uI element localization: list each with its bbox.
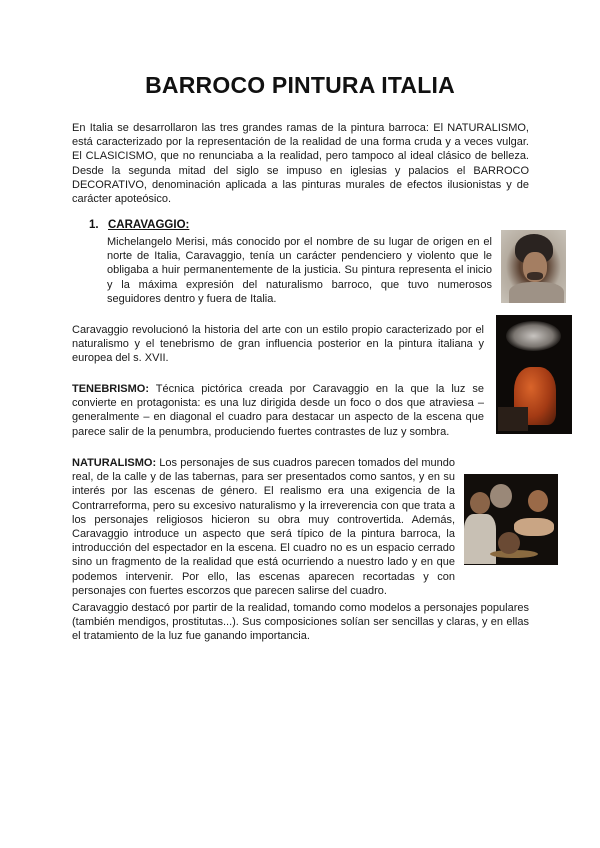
naturalismo-text: Los personajes de sus cuadros parecen tomados del mundo real, de la calle y de las tabernas, para ser presentados como santos, y en su interés por las escenas de género. El realismo era una exigencia de la Contrarreforma, pero su excesivo naturalismo y la irreverencia con que trata a los personajes religiosos hicieron su obra muy controvertida. Además, Caravaggio introduce un aspecto que será típico de la pintura barroca, la introducción del espectador en la escena. El cuadro no es un espacio cerrado sino un fragmento de la realidad que está ocurriendo a nuestro lado y en que podemos intervenir. Por ello, las escenas aparecen recortadas y con personajes con fuertes escorzos que parecen salirse del cuadro. [72,457,455,597]
list-number: 1. [89,219,99,231]
naturalismo-term: NATURALISMO: [72,457,157,469]
salome-painting-image [464,474,558,565]
caravaggio-portrait-image [501,230,566,303]
section-heading-label: CARAVAGGIO: [108,219,190,231]
intro-paragraph: En Italia se desarrollaron las tres grandes ramas de la pintura barroca: El NATURALISMO, está caracterizado por la representación de la realidad de una forma cruda y a veces vulgar. El CLASICISMO, que no renunciaba a la realidad, pero tampoco al ideal clásico de belleza. Desde la segunda mitad del siglo se impuso en iglesias y palacios el BARROCO DECORATIVO, denominación aplicada a las pinturas murales de efectos ilusionistas y de carácter apoteósico. [72,122,529,206]
caravaggio-bio-paragraph: Michelangelo Merisi, más conocido por el nombre de su lugar de origen en el norte de Italia, Caravaggio, tenía un carácter pendenciero y violento que le obligaba a huir permanentemente de la justicia. Su pintura representa el inicio y la máxima expresión del naturalismo barroco, que tuvo numerosos seguidores dentro y fuera de Italia. [107,236,492,305]
naturalismo-paragraph [72,456,455,598]
tenebrismo-term: TENEBRISMO: [72,383,149,395]
section-heading-caravaggio [89,219,189,231]
tenebrismo-paragraph [72,382,484,439]
tenebrismo-text: Técnica pictórica creada por Caravaggio en la que la luz se convierte en protagonista: es una luz dirigida desde un foco o dos que atraviesa – generalmente – en diagonal el cuadro para destacar un aspecto de la escena que parece salir de la penumbra, produciendo fuertes contrastes de luz y sombra. [72,383,484,438]
revolution-paragraph: Caravaggio revolucionó la historia del arte con un estilo propio caracterizado por el naturalismo y el tenebrismo de gran influencia posterior en la pintura italiana y europea del s. XVII. [72,324,484,365]
closing-paragraph: Caravaggio destacó por partir de la realidad, tomando como modelos a personajes populares (también mendigos, prostitutas...). Sus composiciones solían ser sencillas y claras, y en ellas el tratamiento de la luz fue ganando importancia. [72,602,529,643]
saint-matthew-painting-image [496,315,572,434]
page-title: BARROCO PINTURA ITALIA [145,72,455,98]
